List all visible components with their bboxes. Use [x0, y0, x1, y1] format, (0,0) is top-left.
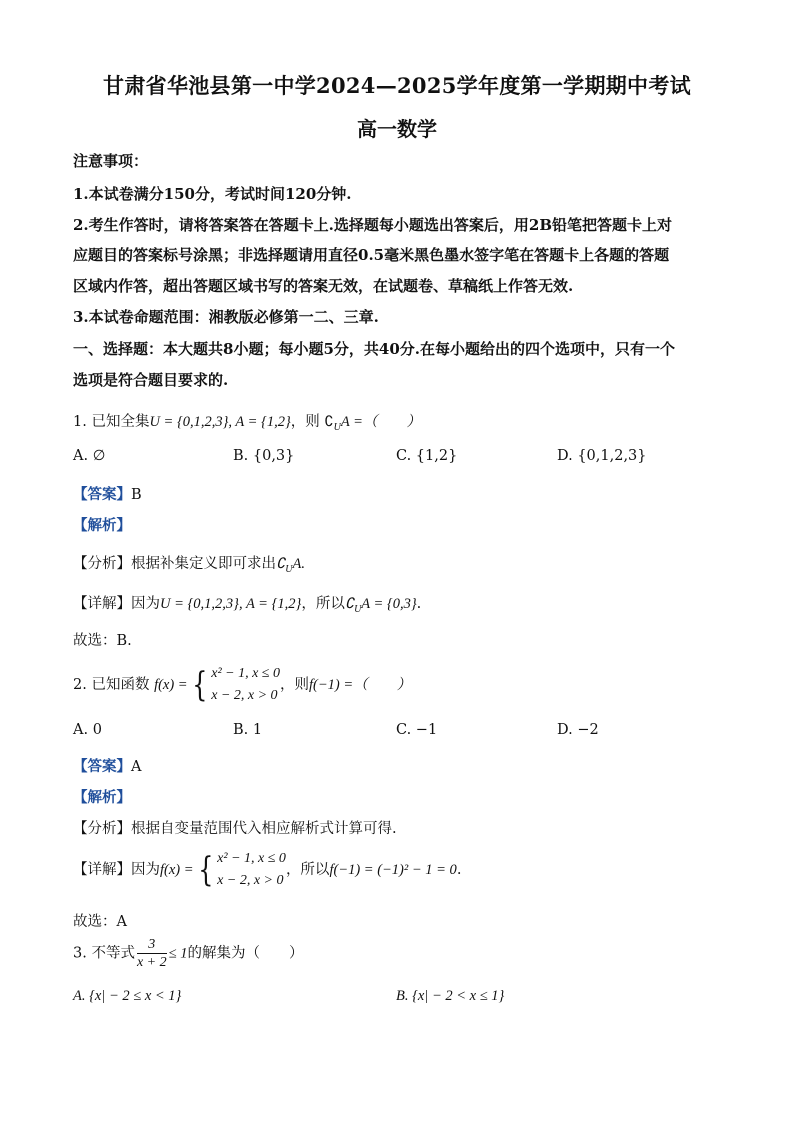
- q3-relation: ≤ 1: [168, 945, 188, 962]
- note-1: 1.本试卷满分150分，考试时间120分钟.: [73, 185, 352, 203]
- q1-detail-pre: 因为: [131, 596, 160, 612]
- q1-detail-label: 【详解】: [73, 596, 131, 612]
- q1-conclusion: 故选：B.: [73, 633, 132, 649]
- q1-stem: [73, 410, 733, 433]
- q1-option-a: A. ∅: [73, 448, 106, 464]
- q1-option-b: B. {0,3}: [233, 448, 295, 464]
- note-3: 3.本试卷命题范围：湘教版必修第一二、三章.: [73, 308, 379, 326]
- q1-analysis-label: 【解析】: [73, 517, 131, 534]
- q2-detail-label: 【详解】: [73, 862, 131, 878]
- q2-detail-result: f(−1) = (−1)² − 1 = 0: [329, 862, 457, 878]
- q1-stem-end: A =（ ）: [340, 414, 421, 430]
- q2-stem-post: ，则: [280, 677, 309, 693]
- q2-answer-value: A: [131, 759, 142, 775]
- note-2b: 应题目的答案标号涂黑；非选择题请用直径0.5毫米黑色墨水签字笔在答题卡上各题的答题: [73, 246, 670, 264]
- q1-fenxi-sub: U: [285, 563, 293, 575]
- q2-analysis: [73, 786, 733, 807]
- q2-brace: {: [191, 665, 207, 705]
- q2-detail-pre: 因为: [131, 862, 160, 878]
- q1-answer-value: B: [131, 487, 142, 503]
- q1-answer-label: 【答案】: [73, 486, 131, 503]
- q3-option-a: A. {x| − 2 ≤ x < 1}: [73, 988, 182, 1004]
- q1-answer: [73, 483, 733, 504]
- q1-fenxi-label: 【分析】: [73, 556, 131, 572]
- note-2c: 区域内作答，超出答题区域书写的答案无效，在试题卷、草稿纸上作答无效.: [73, 277, 574, 295]
- section1-line2: 选项是符合题目要求的.: [73, 371, 229, 389]
- q2-cases: [211, 663, 280, 707]
- section1-line1: 一、选择题：本大题共8小题；每小题5分，共40分.在每小题给出的四个选项中，只有一个: [73, 340, 675, 358]
- q2-option-b: B. 1: [233, 722, 263, 738]
- q2-detail-case-2: x − 2, x > 0: [217, 873, 284, 888]
- q2-detail-end: .: [456, 862, 462, 878]
- q3-stem: [73, 936, 733, 971]
- q2-detail-fx: f(x) =: [160, 862, 194, 878]
- q1-detail-end: .: [416, 596, 422, 612]
- q2-detail-mid: ，所以: [285, 862, 330, 878]
- exam-subtitle: 高一数学: [357, 117, 437, 141]
- q1-stem-pre: 1. 已知全集: [73, 414, 150, 430]
- q3-option-b: B. {x| − 2 < x ≤ 1}: [396, 988, 505, 1004]
- q1-detail: 【详解】因为U = {0,1,2,3}, A = {1,2}，所以$∁_UA = \{0,3\}$.: [73, 596, 422, 615]
- q2-detail-case-1: x² − 1, x ≤ 0: [217, 851, 286, 866]
- q2-option-d: D. −2: [557, 722, 599, 738]
- q2-stem-q: f(−1) =（ ）: [309, 677, 412, 693]
- q1-stem-set: U = {0,1,2,3}, A = {1,2}: [149, 414, 291, 430]
- q1-fenxi-text: 根据补集定义即可求出: [131, 556, 276, 572]
- q2-option-a: A. 0: [73, 722, 102, 738]
- q2-answer: [73, 755, 733, 776]
- exam-title: 甘肃省华池县第一中学2024—2025学年度第一学期期中考试: [103, 73, 691, 98]
- q2-stem: [73, 663, 733, 707]
- q3-denominator: x + 2: [136, 955, 167, 970]
- q1-detail-result: A = {0,3}: [361, 596, 417, 612]
- q1-option-c: C. {1,2}: [396, 448, 458, 464]
- q2-fenxi-label: 【分析】: [73, 821, 131, 837]
- q2-stem-pre: 2. 已知函数: [73, 677, 150, 693]
- q2-detail: [73, 848, 733, 892]
- q1-detail-math: U = {0,1,2,3}, A = {1,2}: [160, 596, 302, 612]
- q3-fraction: [137, 936, 167, 971]
- q2-conclusion: 故选：A: [73, 914, 127, 930]
- q2-fenxi-text: 根据自变量范围代入相应解析式计算可得.: [131, 821, 397, 837]
- q3-stem-pre: 3. 不等式: [73, 945, 135, 962]
- q1-stem-sub: U: [333, 421, 341, 433]
- q2-fenxi: [73, 817, 733, 838]
- q2-answer-label: 【答案】: [73, 758, 131, 775]
- q2-analysis-label: 【解析】: [73, 789, 131, 806]
- q2-case-2: x − 2, x > 0: [211, 688, 278, 703]
- q2-case-1: x² − 1, x ≤ 0: [211, 666, 280, 681]
- q1-fenxi: [73, 552, 733, 575]
- notes-heading: 注意事项：: [73, 152, 149, 170]
- q3-stem-post: 的解集为（ ）: [187, 945, 304, 962]
- q1-analysis: [73, 514, 733, 535]
- q1-detail-mid: ，所以: [301, 596, 345, 612]
- q1-option-d: D. {0,1,2,3}: [557, 448, 647, 464]
- q2-detail-brace: {: [197, 850, 213, 890]
- q1-stem-post: ，则 ∁: [290, 414, 334, 430]
- q1-detail-sub: U: [354, 603, 362, 615]
- q2-detail-cases: [217, 848, 286, 892]
- note-2a: 2.考生作答时，请将答案答在答题卡上.选择题每小题选出答案后，用2B铅笔把答题卡上对: [73, 216, 673, 234]
- q3-numerator: 3: [137, 936, 167, 954]
- q2-option-c: C. −1: [396, 722, 438, 738]
- q1-fenxi-math: ∁: [276, 556, 286, 572]
- q1-fenxi-end: A.: [292, 556, 305, 572]
- q2-fx: f(x) =: [154, 677, 188, 693]
